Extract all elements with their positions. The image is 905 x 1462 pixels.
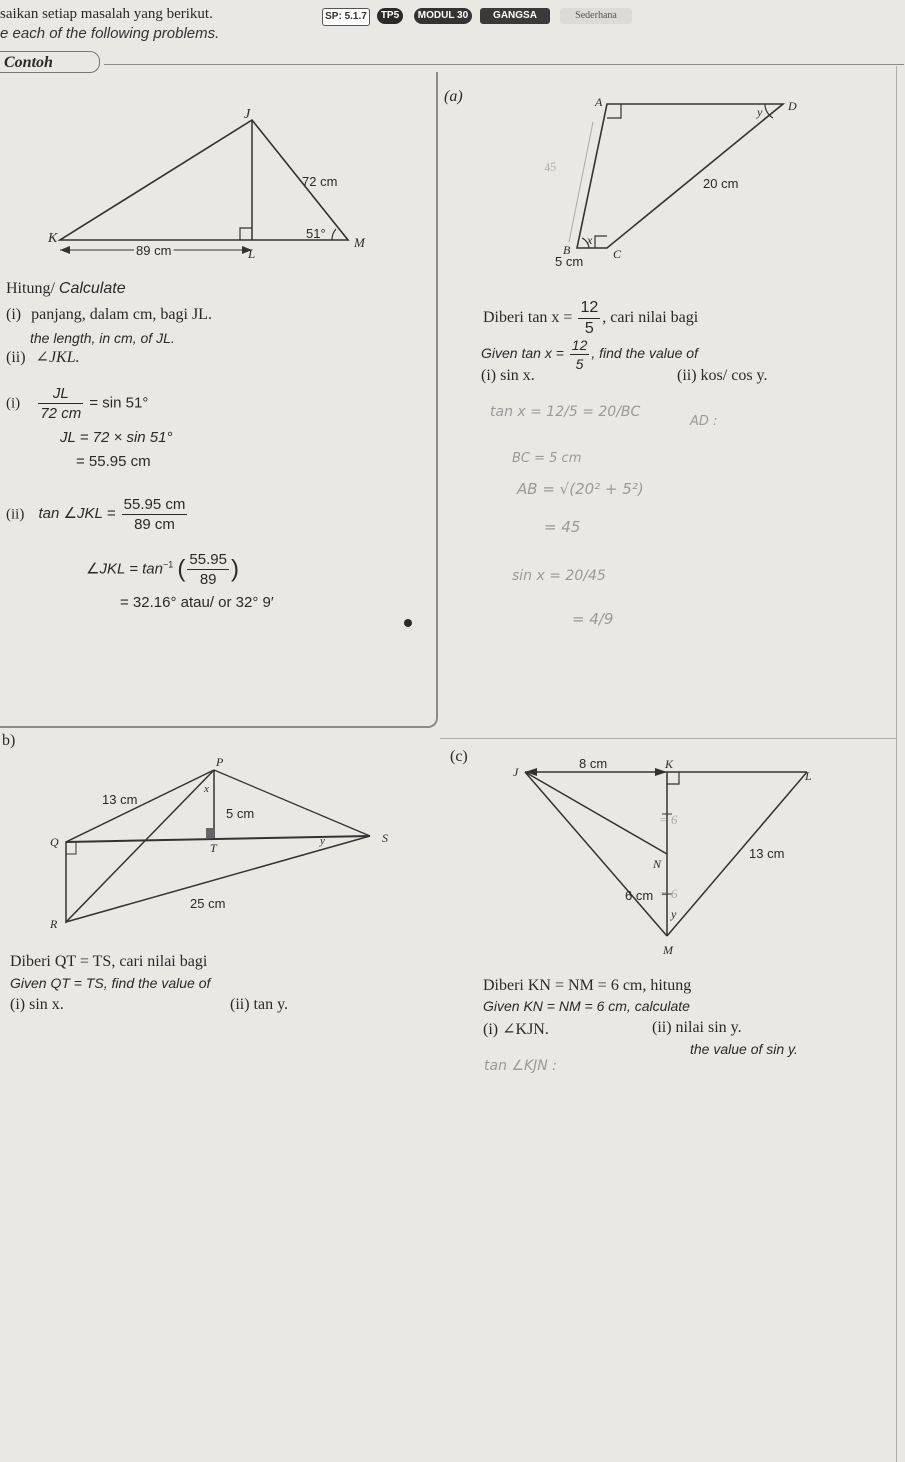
- label-a: A: [595, 95, 603, 109]
- part-c-given-ms: Diberi KN = NM = 6 cm, hitung: [483, 977, 692, 994]
- line-jn: [525, 772, 667, 854]
- calculate-heading: [6, 280, 126, 298]
- part-c-given-en: Given KN = NM = 6 cm, calculate: [483, 998, 690, 1014]
- badge-tp5: TP5: [377, 8, 403, 24]
- solution-ii-line2: ∠JKL = $\tan^{-1}$ ( $\frac{55.95}{89}$ ): [86, 551, 239, 588]
- q1-number: (i): [6, 306, 22, 323]
- angle-arc-m: [332, 229, 336, 240]
- label-13cm: 13 cm: [749, 846, 785, 861]
- solution-i-line1: [6, 386, 148, 421]
- solution-i-line3: = 55.95 cm: [76, 453, 151, 470]
- sol2-lhs: tan ∠JKL =: [38, 505, 116, 523]
- part-a-q1: (i) sin x.: [481, 367, 535, 384]
- label-6cm: 6 cm: [625, 888, 654, 903]
- badge-sp: SP: 5.1.7: [322, 8, 370, 26]
- given-en-post: , find the value of: [591, 345, 698, 362]
- sol2-fraction: [122, 497, 188, 532]
- given-en-fraction: [570, 338, 590, 371]
- line-ps: [214, 770, 370, 836]
- label-b: B: [563, 243, 571, 257]
- part-a-hand-6: = 4/9: [572, 610, 614, 628]
- part-a-label: (a): [444, 88, 463, 105]
- contoh-q2: [6, 347, 80, 367]
- label-c: C: [613, 247, 622, 261]
- part-a-q2: (ii) kos/ cos y.: [677, 367, 768, 384]
- part-a-hand-5: sin x = 20/45: [512, 568, 606, 584]
- hand-eq6-nm: = 6: [659, 886, 678, 901]
- part-c-q1: (i) ∠KJN.: [483, 1021, 549, 1038]
- label-20cm: 20 cm: [703, 176, 739, 191]
- label-k: K: [665, 757, 674, 771]
- sol2-number: (ii): [6, 506, 25, 523]
- solution-ii-line1: [6, 497, 189, 532]
- instruction-malay: saikan setiap masalah yang berikut.: [0, 6, 213, 22]
- hand-bracket-ab: [569, 122, 593, 242]
- label-q: Q: [50, 835, 59, 849]
- q2-text: ∠JKL.: [35, 349, 80, 366]
- instruction-english: e each of the following problems.: [0, 25, 220, 42]
- given-frac-num: 12: [578, 300, 600, 319]
- sol1-rhs: = sin 51°: [89, 394, 149, 412]
- sol2-frac-num: 55.95 cm: [123, 496, 186, 513]
- calculate-en: Calculate: [58, 280, 126, 297]
- quad-abcd: [577, 104, 783, 248]
- part-a-hand-1: tan x = 12/5 = 20/BC: [490, 404, 641, 420]
- hand-45: 45: [543, 159, 558, 175]
- calculate-ms: Hitung/: [6, 280, 55, 297]
- label-y: y: [757, 105, 763, 119]
- label-n: N: [653, 857, 662, 871]
- right-angle-a: [607, 104, 621, 118]
- badge-level: Sederhana: [560, 8, 632, 24]
- part-c-diagram: [505, 754, 825, 959]
- contoh-top-rule: [104, 64, 904, 65]
- solution-ii-line3: = 32.16° atau/ or 32° 9′: [120, 594, 274, 611]
- label-p: P: [216, 755, 224, 769]
- contoh-label: Contoh: [0, 51, 100, 73]
- right-angle-k: [667, 772, 679, 784]
- label-5cm: 5 cm: [226, 806, 255, 821]
- part-a-hand-ad: AD :: [690, 414, 718, 429]
- right-angle-t: [206, 828, 214, 838]
- part-b-q1: (i) sin x.: [10, 996, 64, 1013]
- part-c-label: (c): [450, 748, 468, 765]
- sol2-l2-num: 55.95: [189, 551, 227, 568]
- right-angle-q: [66, 842, 76, 854]
- label-m: M: [354, 235, 365, 250]
- label-72cm: 72 cm: [302, 174, 338, 189]
- part-b-label: b): [2, 732, 16, 749]
- part-a-hand-4: = 45: [544, 518, 581, 536]
- label-x: x: [204, 783, 209, 795]
- q2-number: (ii): [6, 349, 26, 366]
- label-d: D: [788, 99, 797, 113]
- part-b-diagram: [40, 750, 420, 940]
- label-8cm: 8 cm: [579, 756, 608, 771]
- label-x: x: [587, 233, 593, 247]
- sol1-frac-den: 72 cm: [40, 405, 82, 422]
- bottom-section-rule: [440, 738, 896, 739]
- part-a-given-ms: [483, 300, 698, 337]
- line-jm: [525, 772, 667, 936]
- given-ms-post: , cari nilai bagi: [602, 309, 699, 327]
- given-en-frac-den: 5: [575, 356, 584, 372]
- sol2-l2-fraction: [187, 552, 229, 587]
- sol1-number: (i): [6, 395, 21, 412]
- part-b-given-ms: Diberi QT = TS, cari nilai bagi: [10, 953, 208, 970]
- contoh-q1: [6, 306, 212, 324]
- part-c-q2: (ii) nilai sin y.: [652, 1019, 742, 1036]
- solution-i-line2: JL = 72 × sin 51°: [60, 429, 173, 446]
- label-89cm: 89 cm: [136, 243, 172, 258]
- label-j: J: [513, 765, 519, 779]
- right-angle-l: [240, 228, 252, 240]
- given-en-frac-num: 12: [571, 337, 588, 353]
- label-13cm: 13 cm: [102, 792, 138, 807]
- sol2-l2-sup: −1: [162, 559, 174, 570]
- part-a-hand-3: AB = √(20² + 5²): [517, 480, 644, 498]
- right-panel-frame: [896, 66, 897, 1462]
- part-b-q2: (ii) tan y.: [230, 996, 289, 1013]
- sol2-l2-lhs: ∠JKL = tan: [86, 560, 163, 578]
- hand-eq6-kn: = 6: [659, 812, 678, 827]
- label-j: J: [244, 107, 251, 122]
- contoh-q1-en: the length, in cm, of JL.: [30, 330, 175, 346]
- part-c-q2-en: the value of sin y.: [690, 1041, 798, 1057]
- ink-dot: [404, 619, 412, 627]
- part-a-hand-2: BC = 5 cm: [512, 451, 582, 466]
- sol1-fraction: [38, 386, 83, 421]
- label-5cm: 5 cm: [555, 254, 584, 269]
- contoh-triangle-diagram: [40, 100, 380, 270]
- sol2-l2-den: 89: [199, 571, 217, 588]
- label-l: L: [248, 246, 256, 261]
- part-b-given-en: Given QT = TS, find the value of: [10, 975, 211, 991]
- label-k: K: [48, 231, 58, 246]
- given-en-pre: Given tan x =: [481, 345, 564, 362]
- label-y: y: [320, 835, 325, 847]
- sol2-frac-den: 89 cm: [134, 516, 175, 533]
- q1-text: panjang, dalam cm, bagi JL.: [31, 306, 212, 323]
- right-angle-c: [595, 236, 607, 248]
- part-c-hand-1: tan ∠KJN :: [484, 1058, 557, 1074]
- line-lm: [667, 772, 807, 936]
- label-51deg: 51°: [306, 226, 326, 241]
- label-25cm: 25 cm: [190, 896, 226, 911]
- label-l: L: [805, 769, 812, 783]
- badge-modul: MODUL 30: [414, 8, 472, 24]
- label-y: y: [671, 907, 677, 921]
- label-t: T: [210, 841, 217, 855]
- given-frac-den: 5: [584, 320, 594, 337]
- label-m: M: [663, 943, 673, 957]
- badge-gangsa: GANGSA: [480, 8, 550, 24]
- label-r: R: [50, 917, 58, 931]
- sol1-frac-num: JL: [38, 386, 83, 404]
- part-a-quadrilateral-diagram: [525, 92, 815, 272]
- given-fraction: [578, 300, 600, 337]
- given-ms-pre: Diberi tan x =: [483, 309, 573, 327]
- label-s: S: [382, 831, 388, 845]
